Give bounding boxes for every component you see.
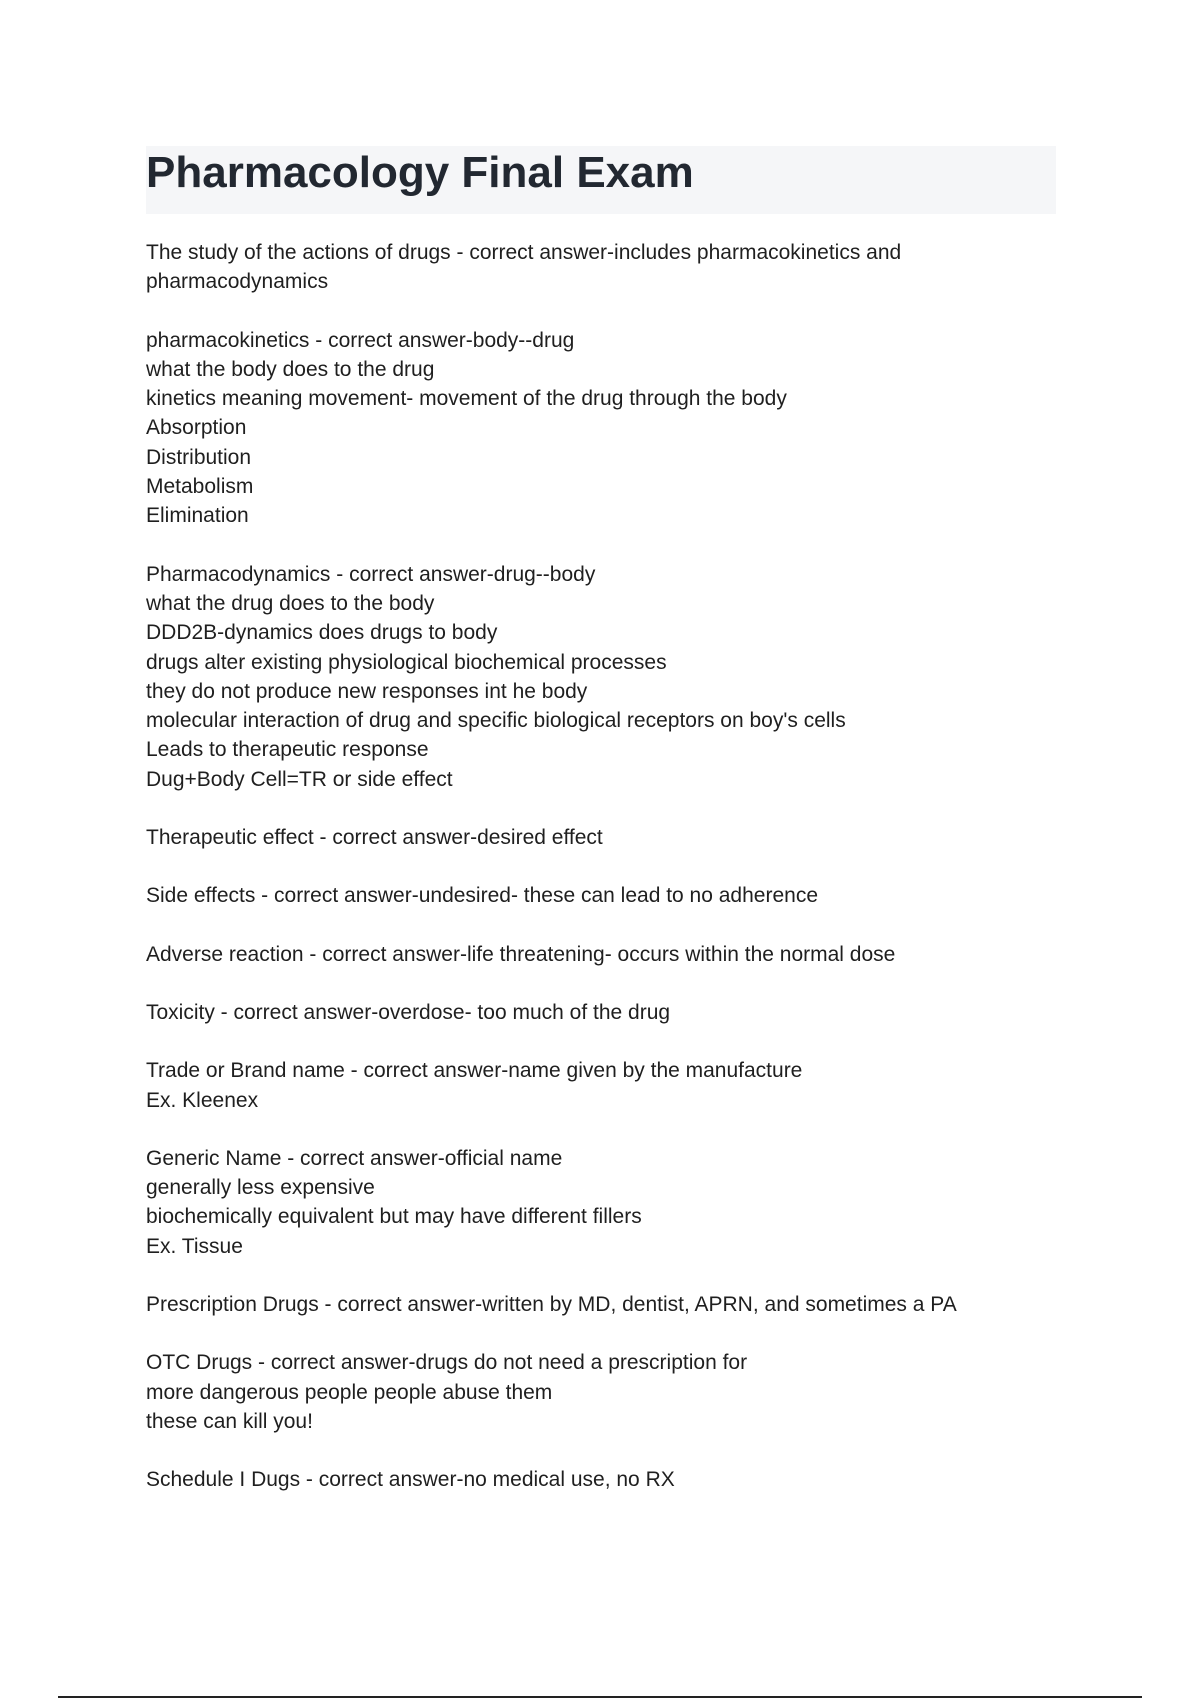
- qa-answer-line: DDD2B-dynamics does drugs to body: [146, 621, 498, 645]
- qa-answer-line: these can kill you!: [146, 1409, 313, 1433]
- qa-answer-line: Ex. Kleenex: [146, 1088, 259, 1112]
- qa-answer-line: molecular interaction of drug and specific biological receptors on boy's cells: [146, 709, 846, 733]
- qa-answer-line: drugs alter existing physiological biochemical processes: [146, 650, 667, 674]
- qa-entry: [146, 881, 1056, 910]
- qa-answer-line: generally less expensive: [146, 1176, 375, 1200]
- qa-term: OTC Drugs - correct answer-drugs do not need a prescription for: [146, 1351, 748, 1375]
- qa-answer-line: pharmacodynamics: [146, 270, 329, 294]
- qa-list: [146, 238, 1056, 1524]
- qa-term: Pharmacodynamics - correct answer-drug--body: [146, 562, 596, 586]
- qa-entry: [146, 823, 1056, 852]
- qa-entry: [146, 1144, 1056, 1261]
- qa-answer-line: more dangerous people people abuse them: [146, 1380, 553, 1404]
- footer-divider: [58, 1696, 1142, 1698]
- qa-entry: [146, 1348, 1056, 1436]
- qa-term: Therapeutic effect - correct answer-desired effect: [146, 826, 603, 850]
- qa-entry: [146, 560, 1056, 794]
- qa-entry: [146, 1290, 1056, 1319]
- qa-answer-line: Absorption: [146, 416, 247, 440]
- qa-answer-line: they do not produce new responses int he body: [146, 679, 588, 703]
- qa-answer-line: Metabolism: [146, 475, 254, 499]
- qa-term: pharmacokinetics - correct answer-body--drug: [146, 328, 575, 352]
- qa-answer-line: kinetics meaning movement- movement of the drug through the body: [146, 387, 787, 411]
- qa-entry: [146, 1465, 1056, 1494]
- qa-answer-line: Dug+Body Cell=TR or side effect: [146, 767, 453, 791]
- qa-answer-line: Ex. Tissue: [146, 1234, 243, 1258]
- qa-term: Trade or Brand name - correct answer-name given by the manufacture: [146, 1059, 803, 1083]
- page-title: Pharmacology Final Exam: [146, 148, 694, 197]
- qa-entry: [146, 998, 1056, 1027]
- qa-entry: [146, 326, 1056, 531]
- qa-term: Prescription Drugs - correct answer-written by MD, dentist, APRN, and sometimes a PA: [146, 1293, 957, 1317]
- qa-answer-line: what the drug does to the body: [146, 591, 435, 615]
- qa-term: Toxicity - correct answer-overdose- too much of the drug: [146, 1000, 671, 1024]
- qa-term: Side effects - correct answer-undesired- these can lead to no adherence: [146, 884, 818, 908]
- qa-term: The study of the actions of drugs - correct answer-includes pharmacokinetics and: [146, 241, 902, 264]
- qa-entry: [146, 238, 1056, 297]
- qa-term: Adverse reaction - correct answer-life threatening- occurs within the normal dose: [146, 942, 896, 966]
- qa-answer-line: what the body does to the drug: [146, 357, 435, 381]
- qa-entry: [146, 940, 1056, 969]
- qa-answer-line: biochemically equivalent but may have different fillers: [146, 1205, 642, 1229]
- qa-term: Generic Name - correct answer-official name: [146, 1146, 563, 1170]
- qa-answer-line: Distribution: [146, 445, 252, 469]
- qa-answer-line: Leads to therapeutic response: [146, 738, 429, 762]
- title-band: [146, 146, 1056, 214]
- qa-entry: [146, 1056, 1056, 1115]
- qa-answer-line: Elimination: [146, 504, 249, 528]
- qa-term: Schedule I Dugs - correct answer-no medical use, no RX: [146, 1468, 675, 1492]
